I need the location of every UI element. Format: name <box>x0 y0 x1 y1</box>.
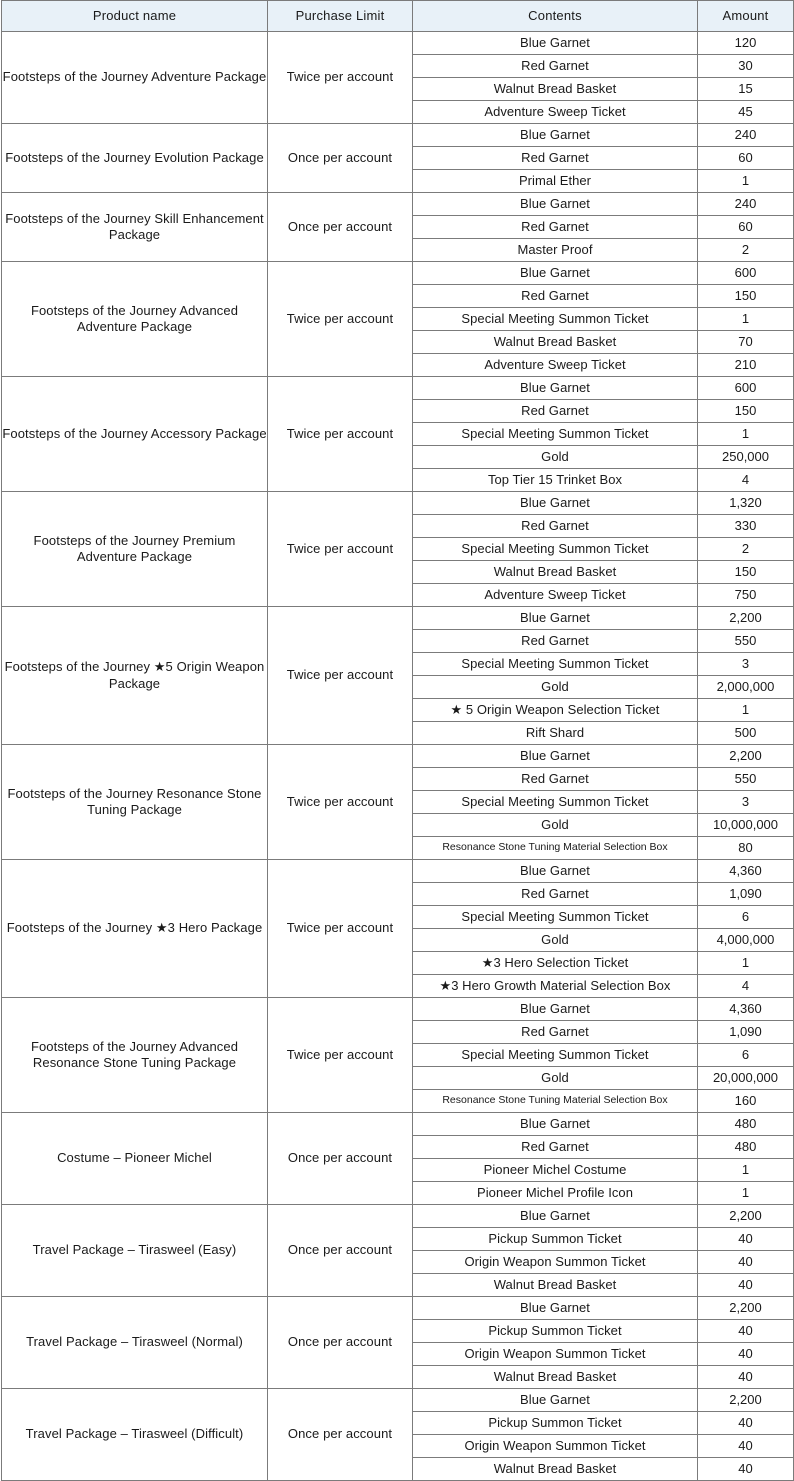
content-cell: ★3 Hero Selection Ticket <box>413 952 698 975</box>
amount-cell: 4,000,000 <box>698 929 794 952</box>
content-cell: Walnut Bread Basket <box>413 1274 698 1297</box>
content-cell: Special Meeting Summon Ticket <box>413 653 698 676</box>
amount-cell: 1,320 <box>698 492 794 515</box>
table-row <box>2 32 794 55</box>
product-name-cell: Footsteps of the Journey Advanced Resonance Stone Tuning Package <box>2 998 268 1113</box>
amount-cell: 3 <box>698 791 794 814</box>
content-cell: Origin Weapon Summon Ticket <box>413 1435 698 1458</box>
amount-cell: 330 <box>698 515 794 538</box>
purchase-limit-cell: Once per account <box>268 1389 413 1481</box>
amount-cell: 1 <box>698 423 794 446</box>
amount-cell: 1,090 <box>698 1021 794 1044</box>
column-header-purchase-limit: Purchase Limit <box>268 1 413 32</box>
amount-cell: 600 <box>698 377 794 400</box>
content-cell: Gold <box>413 929 698 952</box>
table-row <box>2 998 794 1021</box>
amount-cell: 60 <box>698 216 794 239</box>
content-cell: Red Garnet <box>413 515 698 538</box>
table-header-row <box>2 1 794 32</box>
content-cell: Red Garnet <box>413 147 698 170</box>
amount-cell: 150 <box>698 285 794 308</box>
table-row <box>2 193 794 216</box>
content-cell: Blue Garnet <box>413 262 698 285</box>
amount-cell: 2,200 <box>698 1389 794 1412</box>
amount-cell: 40 <box>698 1251 794 1274</box>
amount-cell: 2,200 <box>698 745 794 768</box>
product-name-cell: Travel Package – Tirasweel (Easy) <box>2 1205 268 1297</box>
purchase-limit-cell: Once per account <box>268 193 413 262</box>
amount-cell: 40 <box>698 1412 794 1435</box>
amount-cell: 2,200 <box>698 1297 794 1320</box>
purchase-limit-cell: Twice per account <box>268 607 413 745</box>
purchase-limit-cell: Twice per account <box>268 998 413 1113</box>
product-name-cell: Footsteps of the Journey Advanced Adventure Package <box>2 262 268 377</box>
product-name-cell: Footsteps of the Journey ★3 Hero Package <box>2 860 268 998</box>
amount-cell: 4 <box>698 469 794 492</box>
content-cell: Blue Garnet <box>413 377 698 400</box>
amount-cell: 40 <box>698 1458 794 1481</box>
content-cell: ★3 Hero Growth Material Selection Box <box>413 975 698 998</box>
content-cell: Resonance Stone Tuning Material Selection Box <box>413 837 698 860</box>
amount-cell: 550 <box>698 630 794 653</box>
table-row <box>2 745 794 768</box>
purchase-limit-cell: Once per account <box>268 1297 413 1389</box>
product-name-cell: Footsteps of the Journey Premium Adventure Package <box>2 492 268 607</box>
content-cell: Gold <box>413 814 698 837</box>
content-cell: Special Meeting Summon Ticket <box>413 791 698 814</box>
content-cell: Special Meeting Summon Ticket <box>413 906 698 929</box>
amount-cell: 120 <box>698 32 794 55</box>
amount-cell: 750 <box>698 584 794 607</box>
column-header-product-name: Product name <box>2 1 268 32</box>
table-row <box>2 262 794 285</box>
table-header <box>2 1 794 32</box>
table-row <box>2 492 794 515</box>
amount-cell: 1 <box>698 170 794 193</box>
amount-cell: 480 <box>698 1136 794 1159</box>
content-cell: Blue Garnet <box>413 998 698 1021</box>
content-cell: Red Garnet <box>413 630 698 653</box>
content-cell: Adventure Sweep Ticket <box>413 101 698 124</box>
content-cell: Red Garnet <box>413 1021 698 1044</box>
content-cell: Pickup Summon Ticket <box>413 1320 698 1343</box>
table-row <box>2 1389 794 1412</box>
amount-cell: 240 <box>698 193 794 216</box>
amount-cell: 40 <box>698 1320 794 1343</box>
content-cell: Pickup Summon Ticket <box>413 1412 698 1435</box>
amount-cell: 1 <box>698 308 794 331</box>
amount-cell: 6 <box>698 1044 794 1067</box>
amount-cell: 30 <box>698 55 794 78</box>
amount-cell: 500 <box>698 722 794 745</box>
content-cell: Blue Garnet <box>413 1297 698 1320</box>
table-row <box>2 1297 794 1320</box>
content-cell: ★ 5 Origin Weapon Selection Ticket <box>413 699 698 722</box>
amount-cell: 20,000,000 <box>698 1067 794 1090</box>
amount-cell: 160 <box>698 1090 794 1113</box>
purchase-limit-cell: Once per account <box>268 124 413 193</box>
purchase-limit-cell: Twice per account <box>268 860 413 998</box>
content-cell: Master Proof <box>413 239 698 262</box>
content-cell: Resonance Stone Tuning Material Selection Box <box>413 1090 698 1113</box>
content-cell: Walnut Bread Basket <box>413 1458 698 1481</box>
content-cell: Red Garnet <box>413 1136 698 1159</box>
product-name-cell: Footsteps of the Journey Adventure Package <box>2 32 268 124</box>
amount-cell: 4 <box>698 975 794 998</box>
purchase-limit-cell: Twice per account <box>268 492 413 607</box>
product-name-cell: Travel Package – Tirasweel (Difficult) <box>2 1389 268 1481</box>
product-name-cell: Footsteps of the Journey ★5 Origin Weapon Package <box>2 607 268 745</box>
content-cell: Walnut Bread Basket <box>413 331 698 354</box>
product-name-cell: Travel Package – Tirasweel (Normal) <box>2 1297 268 1389</box>
table-row <box>2 607 794 630</box>
content-cell: Pioneer Michel Profile Icon <box>413 1182 698 1205</box>
table-row <box>2 1113 794 1136</box>
content-cell: Top Tier 15 Trinket Box <box>413 469 698 492</box>
table-row <box>2 1205 794 1228</box>
amount-cell: 150 <box>698 561 794 584</box>
product-name-cell: Footsteps of the Journey Evolution Package <box>2 124 268 193</box>
content-cell: Origin Weapon Summon Ticket <box>413 1343 698 1366</box>
content-cell: Pickup Summon Ticket <box>413 1228 698 1251</box>
table-row <box>2 860 794 883</box>
amount-cell: 2 <box>698 538 794 561</box>
amount-cell: 70 <box>698 331 794 354</box>
amount-cell: 4,360 <box>698 998 794 1021</box>
content-cell: Gold <box>413 676 698 699</box>
content-cell: Gold <box>413 1067 698 1090</box>
amount-cell: 40 <box>698 1366 794 1389</box>
content-cell: Gold <box>413 446 698 469</box>
amount-cell: 60 <box>698 147 794 170</box>
amount-cell: 1,090 <box>698 883 794 906</box>
content-cell: Pioneer Michel Costume <box>413 1159 698 1182</box>
amount-cell: 80 <box>698 837 794 860</box>
content-cell: Rift Shard <box>413 722 698 745</box>
amount-cell: 1 <box>698 699 794 722</box>
product-name-cell: Footsteps of the Journey Accessory Package <box>2 377 268 492</box>
content-cell: Blue Garnet <box>413 1389 698 1412</box>
amount-cell: 3 <box>698 653 794 676</box>
package-contents-table <box>1 0 794 1481</box>
amount-cell: 10,000,000 <box>698 814 794 837</box>
content-cell: Primal Ether <box>413 170 698 193</box>
amount-cell: 1 <box>698 1182 794 1205</box>
content-cell: Origin Weapon Summon Ticket <box>413 1251 698 1274</box>
content-cell: Red Garnet <box>413 768 698 791</box>
amount-cell: 40 <box>698 1228 794 1251</box>
amount-cell: 40 <box>698 1274 794 1297</box>
content-cell: Blue Garnet <box>413 124 698 147</box>
amount-cell: 600 <box>698 262 794 285</box>
purchase-limit-cell: Twice per account <box>268 32 413 124</box>
content-cell: Blue Garnet <box>413 1205 698 1228</box>
amount-cell: 45 <box>698 101 794 124</box>
table-body <box>2 32 794 1481</box>
content-cell: Blue Garnet <box>413 492 698 515</box>
amount-cell: 210 <box>698 354 794 377</box>
product-name-cell: Costume – Pioneer Michel <box>2 1113 268 1205</box>
purchase-limit-cell: Twice per account <box>268 377 413 492</box>
amount-cell: 6 <box>698 906 794 929</box>
content-cell: Red Garnet <box>413 285 698 308</box>
content-cell: Blue Garnet <box>413 1113 698 1136</box>
amount-cell: 1 <box>698 952 794 975</box>
content-cell: Red Garnet <box>413 216 698 239</box>
content-cell: Red Garnet <box>413 400 698 423</box>
table-row <box>2 377 794 400</box>
amount-cell: 1 <box>698 1159 794 1182</box>
column-header-contents: Contents <box>413 1 698 32</box>
content-cell: Blue Garnet <box>413 745 698 768</box>
content-cell: Red Garnet <box>413 55 698 78</box>
content-cell: Special Meeting Summon Ticket <box>413 538 698 561</box>
content-cell: Blue Garnet <box>413 193 698 216</box>
amount-cell: 40 <box>698 1343 794 1366</box>
amount-cell: 550 <box>698 768 794 791</box>
content-cell: Special Meeting Summon Ticket <box>413 1044 698 1067</box>
purchase-limit-cell: Once per account <box>268 1205 413 1297</box>
content-cell: Walnut Bread Basket <box>413 1366 698 1389</box>
column-header-amount: Amount <box>698 1 794 32</box>
content-cell: Special Meeting Summon Ticket <box>413 308 698 331</box>
purchase-limit-cell: Once per account <box>268 1113 413 1205</box>
product-name-cell: Footsteps of the Journey Resonance Stone Tuning Package <box>2 745 268 860</box>
amount-cell: 480 <box>698 1113 794 1136</box>
content-cell: Blue Garnet <box>413 860 698 883</box>
content-cell: Blue Garnet <box>413 32 698 55</box>
content-cell: Blue Garnet <box>413 607 698 630</box>
amount-cell: 150 <box>698 400 794 423</box>
content-cell: Red Garnet <box>413 883 698 906</box>
amount-cell: 40 <box>698 1435 794 1458</box>
amount-cell: 250,000 <box>698 446 794 469</box>
amount-cell: 15 <box>698 78 794 101</box>
content-cell: Walnut Bread Basket <box>413 561 698 584</box>
amount-cell: 2,200 <box>698 1205 794 1228</box>
amount-cell: 240 <box>698 124 794 147</box>
amount-cell: 4,360 <box>698 860 794 883</box>
product-name-cell: Footsteps of the Journey Skill Enhancement Package <box>2 193 268 262</box>
amount-cell: 2,000,000 <box>698 676 794 699</box>
content-cell: Special Meeting Summon Ticket <box>413 423 698 446</box>
content-cell: Walnut Bread Basket <box>413 78 698 101</box>
amount-cell: 2,200 <box>698 607 794 630</box>
content-cell: Adventure Sweep Ticket <box>413 584 698 607</box>
amount-cell: 2 <box>698 239 794 262</box>
purchase-limit-cell: Twice per account <box>268 262 413 377</box>
content-cell: Adventure Sweep Ticket <box>413 354 698 377</box>
table-row <box>2 124 794 147</box>
purchase-limit-cell: Twice per account <box>268 745 413 860</box>
